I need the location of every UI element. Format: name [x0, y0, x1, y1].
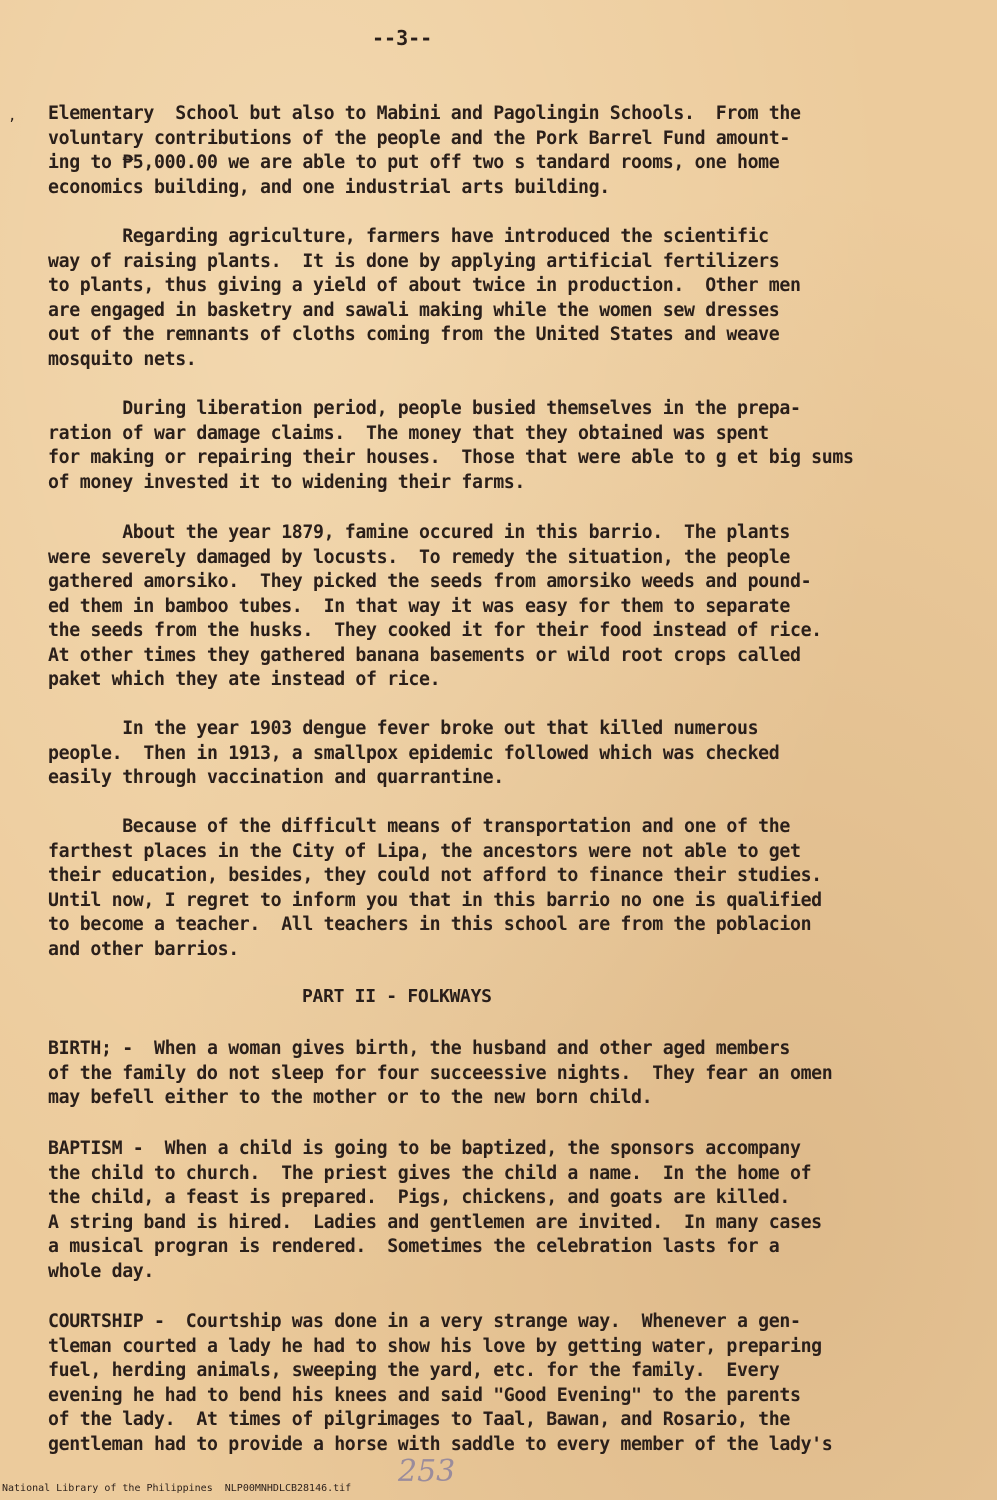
paragraph-famine: About the year 1879, famine occured in this barrio. The plants were severely damaged by locusts. To remedy the situation, the people gathered amorsiko. They picked the seeds from amorsiko weeds and pound- ed them in bamboo tubes. In that way it was easy for them to separate the seeds from the husks. They cooked it for their food instead of rice. At other times they gathered banana basements or wild root crops called paket which they ate instead of rice.	[48, 522, 822, 690]
handwritten-page-number: 253	[398, 1454, 456, 1489]
section-heading: PART II - FOLKWAYS	[302, 986, 492, 1007]
paragraph-baptism: BAPTISM - When a child is going to be baptized, the sponsors accompany the child to church. The priest gives the child a name. In the home of the child, a feast is prepared. Pigs, chickens, and goats are killed. A string band is hired. Ladies and gentlemen are invited. In many cases a musical progran is rendered. Sometimes the celebration lasts for a whole day.	[48, 1138, 822, 1282]
archive-footer: National Library of the Philippines NLP00MNHDLCB28146.tif	[2, 1483, 352, 1494]
paragraph-courtship: COURTSHIP - Courtship was done in a very strange way. Whenever a gen- tleman courted a lady he had to show his love by getting water, preparing fuel, herding animals, sweeping the yard, etc. for the family. Every evening he had to bend his knees and said "Good Evening" to the parents of the lady. At times of pilgrimages to Taal, Bawan, and Rosario, the gentleman had to provide a horse with saddle to every member of the lady's	[48, 1311, 833, 1455]
paragraph-epidemic: In the year 1903 dengue fever broke out that killed numerous people. Then in 1913, a smallpox epidemic followed which was checked easily through vaccination and quarrantine.	[48, 718, 780, 788]
paragraph-education: Because of the difficult means of transportation and one of the farthest places in the City of Lipa, the ancestors were not able to get their education, besides, they could not afford to finance their studies. Until now, I regret to inform you that in this barrio no one is qualified to become a teacher. All teachers in this school are from the poblacion and other barrios.	[48, 816, 822, 960]
page-number: --3--	[372, 26, 433, 50]
paragraph-liberation: During liberation period, people busied themselves in the prepa- ration of war damage claims. The money that they obtained was spent for making or repairing their houses. Those that were able to g et big sums of money invested it to widening their farms.	[48, 398, 854, 493]
paragraph-agriculture: Regarding agriculture, farmers have introduced the scientific way of raising plants. It is done by applying artificial fertilizers to plants, thus giving a yield of about twice in production. Other men are engaged in basketry and sawali making while the women sew dresses out of the remnants of cloths coming from the United States and weave mosquito nets.	[48, 226, 801, 370]
paragraph-schools: Elementary School but also to Mabini and Pagolingin Schools. From the voluntary contributions of the people and the Pork Barrel Fund amount- ing to ₱5,000.00 we are able to put off two s tandard rooms, one home economics building, and one industrial arts building.	[48, 103, 801, 198]
margin-mark: ,	[8, 108, 17, 124]
paragraph-birth: BIRTH; - When a woman gives birth, the husband and other aged members of the family do not sleep for four succeessive nights. They fear an omen may befell either to the mother or to the new born child.	[48, 1038, 833, 1108]
